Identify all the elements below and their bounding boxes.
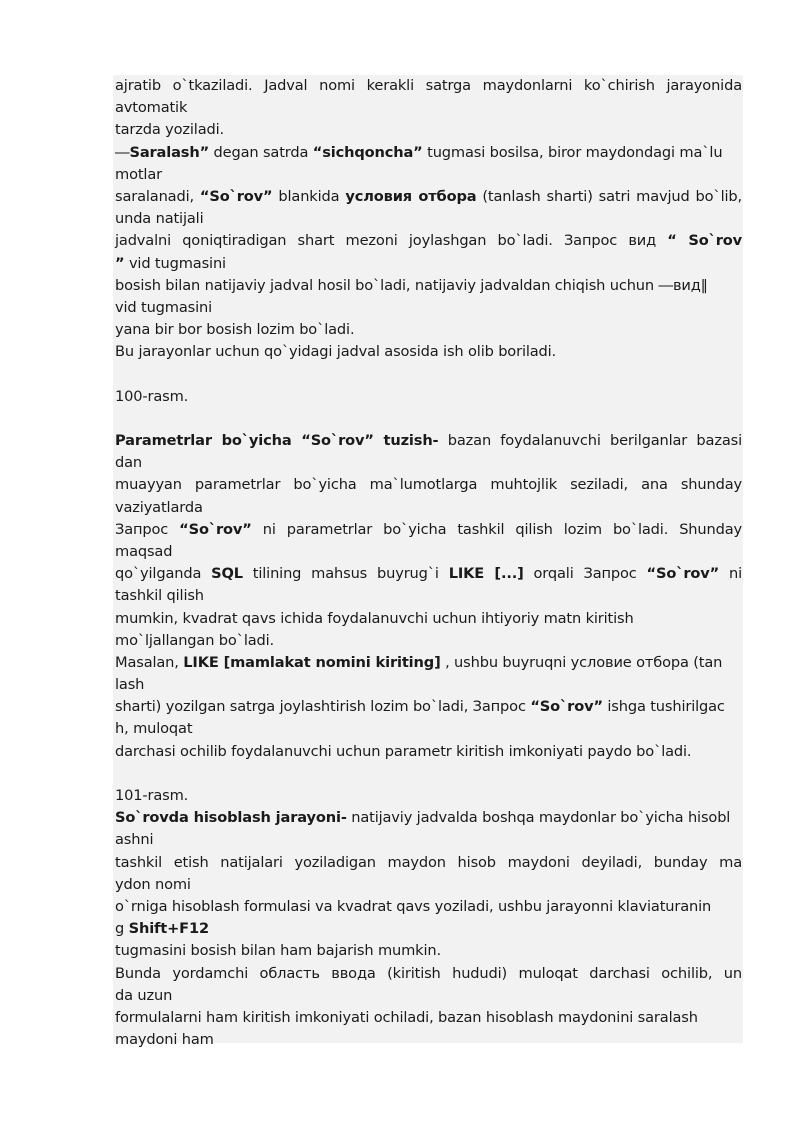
text-span: formulalarni ham kiritish imkoniyati ochiladi, bazan hisoblash maydonini saralash [115, 1008, 698, 1026]
text-span: lash [115, 676, 145, 694]
text-line [115, 940, 742, 962]
text-line [115, 230, 742, 252]
text-line [115, 785, 742, 807]
text-span: 100-rasm. [115, 387, 189, 405]
text-span: tugmasi bosilsa, biror maydondagi ma`lu [422, 143, 723, 161]
blank-line [115, 363, 742, 385]
text-span: jadvalni qoniqtiradigan shart mezoni joylashgan bo`ladi. Запрос вид [115, 232, 668, 250]
text-span: yana bir bor bosish lozim bo`ladi. [115, 321, 355, 339]
text-line [115, 896, 742, 918]
bold-text: условия отбора [345, 187, 477, 205]
text-line [115, 563, 742, 585]
text-span: blankida [272, 187, 346, 205]
text-line [115, 341, 742, 363]
text-span: saralanadi, [115, 187, 200, 205]
text-line [115, 718, 742, 740]
text-line [115, 852, 742, 874]
text-line [115, 674, 742, 696]
text-line [115, 208, 742, 230]
text-line [115, 164, 742, 186]
blank-line [115, 763, 742, 785]
text-span: maydoni ham [115, 1031, 214, 1049]
text-span: ydon nomi [115, 875, 191, 893]
text-span: qo`yilganda [115, 565, 212, 583]
text-span: bosish bilan natijaviy jadval hosil bo`ladi, natijaviy jadvaldan chiqish uchun ―вид‖ [115, 276, 708, 294]
text-line [115, 253, 742, 275]
text-line [115, 75, 742, 97]
text-span: darchasi ochilib foydalanuvchi uchun parametr kiritish imkoniyati paydo bo`ladi. [115, 742, 692, 760]
text-span: Запрос [115, 520, 180, 538]
text-line [115, 452, 742, 474]
bold-text: Parametrlar bo`yicha “So`rov” tuzish- [115, 432, 439, 449]
text-span: Bunda yordamchi область ввода (kiritish hududi) muloqat darchasi ochilib, un [115, 964, 742, 982]
text-line [115, 519, 742, 541]
bold-text: LIKE [mamlakat nomini kiriting] [183, 653, 441, 671]
text-span: tugmasini bosish bilan ham bajarish mumkin. [115, 942, 441, 960]
text-span: 101-rasm. [115, 787, 189, 804]
bold-text: ” [115, 254, 125, 272]
text-line [115, 497, 742, 519]
text-line [115, 1029, 742, 1051]
text-span: natijaviy jadvalda boshqa maydonlar bo`yicha hisobl [346, 809, 731, 827]
bold-text: “So`rov” [179, 520, 252, 538]
text-line [115, 474, 742, 496]
text-span: sharti) yozilgan satrga joylashtirish lozim bo`ladi, Запрос [115, 698, 531, 716]
text-span: o`rniga hisoblash formulasi va kvadrat qavs yoziladi, ushbu jarayonni klaviaturanin [115, 897, 712, 915]
bold-text: “ So`rov [667, 232, 743, 250]
bold-text: “So`rov” [199, 187, 273, 205]
text-line [115, 97, 742, 119]
bold-text: So`rovda hisoblash jarayoni- [115, 809, 347, 827]
text-span: vid tugmasini [124, 254, 226, 272]
text-span: , ushbu buyruqni условие отбора (tan [440, 653, 723, 671]
text-span: mo`ljallangan bo`ladi. [115, 631, 275, 649]
bold-text: “sichqoncha” [312, 143, 423, 161]
bold-text: Saralash” [129, 143, 210, 161]
text-line [115, 186, 742, 208]
text-span: motlar [115, 165, 162, 183]
bold-text: “So`rov” [530, 698, 603, 716]
text-line [115, 608, 742, 630]
text-span: Bu jarayonlar uchun qo`yidagi jadval asosida ish olib boriladi. [115, 343, 557, 361]
text-span: unda natijali [115, 210, 204, 228]
text-span: vaziyatlarda [115, 498, 203, 516]
text-span: tashkil etish natijalari yoziladigan maydon hisob maydoni deyiladi, bunday ma [115, 853, 742, 871]
text-span: orqali Запрос [523, 565, 647, 583]
bold-text: LIKE [...] [448, 565, 524, 583]
text-span: tarzda yoziladi. [115, 121, 225, 139]
text-line [115, 652, 742, 674]
text-line [115, 142, 742, 164]
bold-text: SQL [211, 565, 243, 583]
text-line [115, 807, 742, 829]
text-span: vid tugmasini [115, 298, 212, 316]
text-line [115, 963, 742, 985]
document-text [115, 75, 742, 1051]
text-line [115, 630, 742, 652]
bold-text: Shift+F12 [128, 920, 209, 938]
text-span: ajratib o`tkaziladi. Jadval nomi kerakli satrga maydonlarni ko`chirish jarayonida [115, 77, 742, 94]
text-line [115, 297, 742, 319]
text-span: mumkin, kvadrat qavs ichida foydalanuvchi uchun ihtiyoriy matn kiritish [115, 609, 634, 627]
text-line [115, 541, 742, 563]
text-span: g [115, 920, 129, 938]
text-line [115, 319, 742, 341]
text-span: dan [115, 454, 143, 472]
blank-line [115, 408, 742, 430]
document-page [113, 75, 743, 1049]
text-span: ishga tushirilgac [602, 698, 725, 716]
text-span: maqsad [115, 542, 173, 560]
text-span: tashkil qilish [115, 587, 204, 605]
bold-text: “So`rov” [646, 565, 720, 583]
text-line [115, 430, 742, 452]
text-line [115, 696, 742, 718]
text-line [115, 985, 742, 1007]
text-span: avtomatik [115, 99, 188, 117]
text-span: bazan foydalanuvchi berilganlar bazasi [438, 432, 742, 449]
text-line [115, 1007, 742, 1029]
text-span: muayyan parametrlar bo`yicha ma`lumotlarga muhtojlik seziladi, ana shunday [115, 476, 742, 494]
text-span: ni parametrlar bo`yicha tashkil qilish lozim bo`ladi. Shunday [251, 520, 742, 538]
text-span: ni [719, 565, 742, 583]
text-line [115, 918, 742, 940]
text-line [115, 741, 742, 763]
text-line [115, 275, 742, 297]
text-span: (tanlash sharti) satri mavjud bo`lib, [476, 187, 742, 205]
text-span: ashni [115, 831, 154, 849]
text-span: da uzun [115, 986, 173, 1004]
text-line [115, 386, 742, 408]
text-span: tilining mahsus buyrug`i [242, 565, 449, 583]
text-span: degan satrda [209, 143, 313, 161]
text-span: Masalan, [115, 653, 184, 671]
text-line [115, 829, 742, 851]
text-span: ― [115, 143, 130, 161]
text-span: h, muloqat [115, 720, 193, 738]
text-line [115, 119, 742, 141]
text-line [115, 874, 742, 896]
text-line [115, 585, 742, 607]
